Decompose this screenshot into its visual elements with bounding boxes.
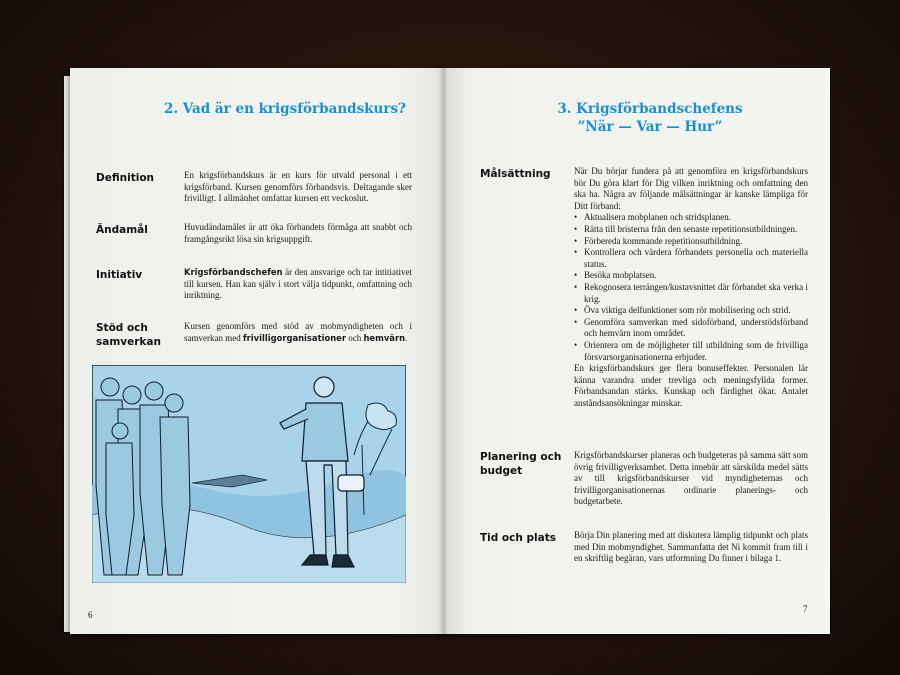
page-number-right: 7 <box>803 604 808 614</box>
text-part: Kursen genomförs med stöd av mobmyndigheten och i samverkan med <box>184 321 412 343</box>
bold-hemvarn: hemvärn <box>363 332 406 343</box>
text-andamal: Huvudändamålet är att öka förbandets förmåga att snabbt och framgångsrikt lösa sin krigsuppgift. <box>184 222 412 244</box>
spine <box>441 68 447 634</box>
term-definition: Definition <box>96 172 155 184</box>
illustration-officer-briefing <box>92 365 406 583</box>
term-stod-och-samverkan <box>96 321 161 349</box>
malsattning-outro: En krigsförbandskurs ger flera bonuseffekter. Personalen lär känna varandra under trevliga och meningsfyllda former. Förbandsandan stärks. Kunskap och färdighet ökar. Antalet anståndsansökningar minskar. <box>574 363 808 408</box>
list-item: • Rätta till bristerna från den senaste repetitionsutbildningen. <box>574 224 808 236</box>
text-stod-och-samverkan <box>184 321 412 344</box>
page-number-left: 6 <box>88 610 93 620</box>
malsattning-intro: När Du börjar fundera på att genomföra en krigsförbandskurs bör Du göra klart för Dig vilken inriktning och omfattning den ska ha. Några av följande målsättningar är kanske lämpliga för Ditt förband: <box>574 166 808 211</box>
text-definition: En krigsförbandskurs är en kurs för utvald personal i ett krigsförband. Kursen genomförs förbandsvis. Deltagande sker frivilligt. I allmänhet omfattar kursen ett veckoslut. <box>184 170 412 204</box>
term-tid-och-plats: Tid och plats <box>480 532 556 544</box>
title-line: ”När — Var — Hur” <box>577 119 723 135</box>
list-item: • Genomföra samverkan med sidoförband, understödsförband och hemvärn inom området. <box>574 317 808 340</box>
list-item: • Förbereda kommande repetitionsutbildning. <box>574 236 808 248</box>
list-item: • Öva viktiga delfunktioner som rör mobilisering och strid. <box>574 305 808 317</box>
list-item: • Kontrollera och värdera förbandets personella och materiella status. <box>574 247 808 270</box>
text-part: och <box>345 332 364 343</box>
term-line: samverkan <box>96 336 161 348</box>
term-line: budget <box>480 465 523 477</box>
bold-krigsforbandschefen: Krigsförbandschefen <box>184 267 283 277</box>
text-malsattning <box>574 166 808 409</box>
title-line: 3. Krigsförbandschefens <box>557 101 743 117</box>
bold-frivilligorganisationer: frivilligorganisationer <box>242 332 346 343</box>
text-part: . <box>405 332 408 343</box>
list-item: • Rekognosera terrängen/kustavsnittet där förbandet ska verka i krig. <box>574 282 808 305</box>
term-malsattning: Målsättning <box>480 168 551 180</box>
term-planering-och-budget <box>480 450 561 478</box>
term-line: Planering och <box>480 451 562 463</box>
malsattning-list <box>574 212 808 363</box>
right-page-title <box>520 100 780 136</box>
list-item: • Aktualisera mobplanen och stridsplanen. <box>574 212 808 224</box>
text-tid-och-plats: Börja Din planering med att diskutera lämplig tidpunkt och plats med Din mobmyndighet. Sammanfatta det Ni kommit fram till i en skriftlig begäran, vars utformning Du finner i bilaga 1. <box>574 530 808 564</box>
text-planering-och-budget: Krigsförbandskurser planeras och budgeteras på samma sätt som övrig frivilligverksamhet. Detta innebär att särskilda medel sätts av till krigsförbandskurser vid myndigheternas och frivilligorganisationernas ordinarie planerings- och budgetarbete. <box>574 450 808 507</box>
term-andamal: Ändamål <box>96 224 148 236</box>
term-line: Stöd och <box>96 322 148 334</box>
list-item: • Orientera om de möjligheter till utbildning som de frivilliga försvarsorganisationerna erbjuder. <box>574 340 808 363</box>
list-item: • Besöka mobplatsen. <box>574 270 808 282</box>
text-initiativ <box>184 267 412 302</box>
initiativ-rest: är den ansvarige och tar intitiativet till kursen. Han kan själv i stort välja tidpunkt, omfattning och inriktning. <box>184 267 412 301</box>
left-page-title: 2. Vad är en krigsförbandskurs? <box>164 101 406 117</box>
term-initiativ: Initiativ <box>96 269 143 281</box>
